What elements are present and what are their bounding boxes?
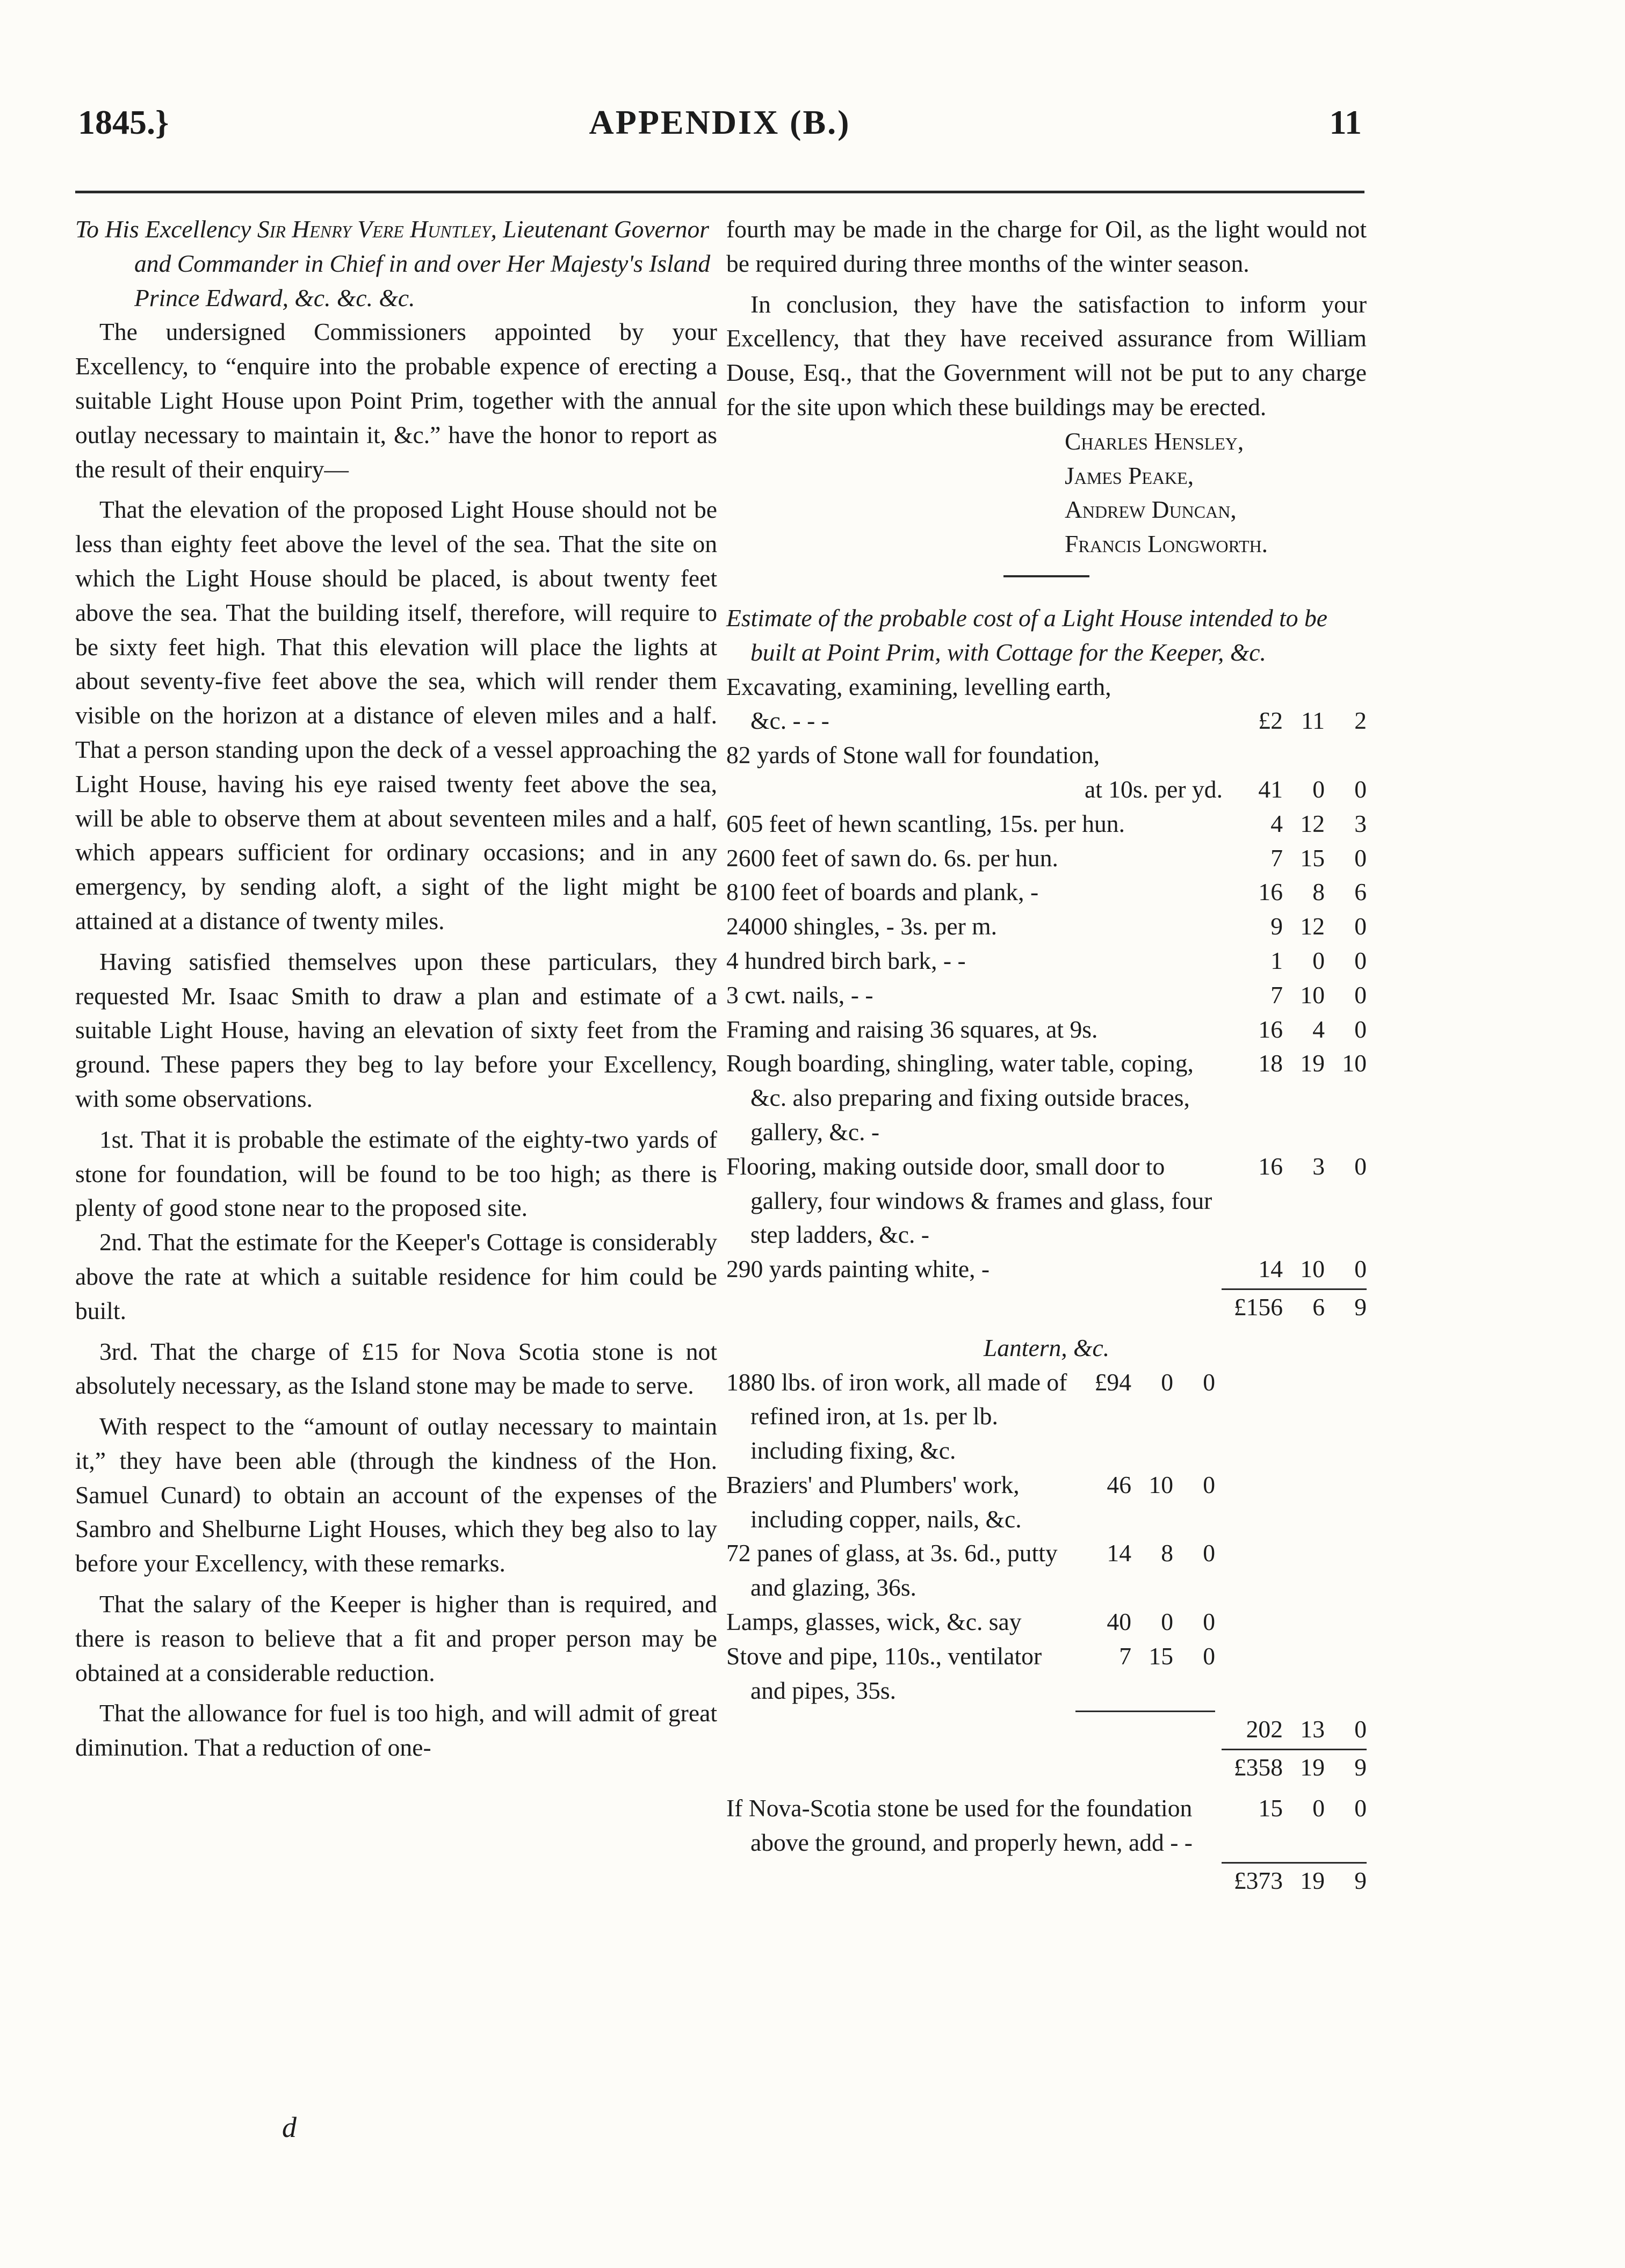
address-name: Sir Henry Vere Huntley,	[257, 215, 497, 243]
paragraph: In conclusion, they have the satisfaction to inform your Excellency, that they have received assurance from William Douse, Esq., that the Government will not be put to any charge for the site upon which these buildings may be erected.	[726, 290, 1367, 421]
amount-shillings: 19	[1300, 1049, 1325, 1077]
signatory: Andrew Duncan,	[1065, 496, 1237, 524]
combined-total-row	[726, 1750, 1367, 1785]
subtotal-row	[726, 1290, 1367, 1324]
lantern-total-shillings: 13	[1300, 1715, 1325, 1743]
estimate-row	[726, 704, 1367, 738]
amount-pence: 0	[1354, 1794, 1367, 1822]
amount-pounds: 16	[1258, 1015, 1283, 1043]
amount-pence: 0	[1354, 1015, 1367, 1043]
signatories	[1065, 424, 1367, 561]
amount-pence: 3	[1354, 809, 1367, 837]
estimate-row	[726, 1149, 1367, 1252]
item-desc: 82 yards of Stone wall for foundation,	[726, 741, 1100, 769]
amount-pounds: 14	[1258, 1255, 1283, 1283]
subtotal-pounds: £156	[1233, 1293, 1283, 1321]
amount-shillings: 0	[1312, 775, 1325, 803]
amount-pence: 0	[1354, 912, 1367, 940]
page-number: 11	[1329, 103, 1362, 141]
estimate-row	[726, 909, 1367, 944]
item-desc: 72 panes of glass, at 3s. 6d., putty and glazing, 36s.	[726, 1539, 1058, 1602]
amount-pounds: 7	[1270, 844, 1283, 872]
paragraph: That the allowance for fuel is too high, and will admit of great diminution. That a reduction of one-	[75, 1699, 717, 1762]
amount-shillings: 0	[1312, 946, 1325, 974]
amount-shillings: 0	[1161, 1368, 1173, 1396]
amount-pence: 10	[1342, 1049, 1367, 1077]
signatory: Charles Hensley,	[1065, 427, 1244, 455]
amount-pounds: 18	[1258, 1049, 1283, 1077]
item-desc: Rough boarding, shingling, water table, coping, &c. also preparing and fixing outside braces, gallery, &c. -	[726, 1049, 1194, 1146]
estimate-row	[726, 944, 1367, 978]
estimate-row	[726, 1012, 1367, 1047]
item-desc: 8100 feet of boards and plank, -	[726, 878, 1039, 906]
combined-total-pence: 9	[1354, 1753, 1367, 1781]
amount-pence: 0	[1354, 981, 1367, 1009]
paragraph: That the salary of the Keeper is higher than is required, and there is reason to believe that a fit and proper person may be obtained at a considerable reduction.	[75, 1590, 717, 1686]
amount-shillings: 0	[1161, 1608, 1173, 1636]
amount-pence: 6	[1354, 878, 1367, 906]
lantern-row	[726, 1536, 1367, 1605]
item-desc: Excavating, examining, levelling earth,	[726, 672, 1111, 700]
amount-shillings: 4	[1312, 1015, 1325, 1043]
amount-pence: 0	[1354, 946, 1367, 974]
item-desc-cont: at 10s. per yd.	[1084, 775, 1223, 803]
paragraph: 3rd. That the charge of £15 for Nova Scotia stone is not absolutely necessary, as the Island stone may be made to serve.	[75, 1337, 717, 1400]
item-desc: 2600 feet of sawn do. 6s. per hun.	[726, 844, 1058, 872]
combined-total-shillings: 19	[1300, 1753, 1325, 1781]
item-desc: Framing and raising 36 squares, at 9s.	[726, 1015, 1098, 1043]
address-prefix: To His Excellency	[75, 215, 257, 243]
paragraph: Having satisfied themselves upon these particulars, they requested Mr. Isaac Smith to draw a plan and estimate of a suitable Light House, having an elevation of sixty feet from the ground. These papers they beg to lay before your Excellency, with some observations.	[75, 947, 717, 1112]
amount-pounds: 7	[1119, 1642, 1131, 1670]
amount-pence: 0	[1203, 1368, 1215, 1396]
right-column	[726, 212, 1367, 1897]
item-desc: Braziers' and Plumbers' work, including copper, nails, &c.	[726, 1470, 1022, 1533]
amount-shillings: 3	[1312, 1152, 1325, 1180]
address-block	[75, 212, 717, 315]
estimate-row	[726, 875, 1367, 909]
running-header	[78, 96, 1362, 155]
paragraph: 2nd. That the estimate for the Keeper's Cottage is considerably above the rate at which a suitable residence for him could be built.	[75, 1228, 717, 1324]
lantern-title: Lantern, &c.	[983, 1334, 1110, 1361]
amount-shillings: 10	[1300, 1255, 1325, 1283]
lantern-total-row	[726, 1712, 1367, 1747]
grand-total-pence: 9	[1354, 1866, 1367, 1894]
lantern-total-pounds: 202	[1246, 1715, 1283, 1743]
address-rest: Lieutenant Governor and Commander in Chief in and over Her Majesty's Island Prince Edward, &c. &c. &c.	[134, 215, 711, 311]
item-desc: Lamps, glasses, wick, &c. say	[726, 1608, 1022, 1636]
amount-pounds: 41	[1258, 775, 1283, 803]
estimate-row	[726, 772, 1367, 807]
subtotal-shillings: 6	[1312, 1293, 1325, 1321]
estimate-table	[726, 670, 1367, 1898]
amount-pence: 0	[1203, 1642, 1215, 1670]
amount-shillings: 12	[1300, 912, 1325, 940]
lantern-row	[726, 1639, 1367, 1708]
left-column	[75, 212, 717, 1765]
item-desc: 24000 shingles, - 3s. per m.	[726, 912, 998, 940]
amount-shillings: 11	[1301, 707, 1325, 735]
grand-total-pounds: £373	[1233, 1866, 1283, 1894]
amount-shillings: 15	[1300, 844, 1325, 872]
signature-mark: d	[282, 2111, 297, 2143]
header-rule	[75, 191, 1364, 193]
item-desc: Flooring, making outside door, small door to gallery, four windows & frames and glass, four step ladders, &c. -	[726, 1152, 1212, 1249]
amount-shillings: 15	[1149, 1642, 1173, 1670]
amount-shillings: 10	[1149, 1470, 1173, 1498]
amount-pounds: 15	[1258, 1794, 1283, 1822]
header-year: 1845.}	[78, 103, 169, 141]
amount-pounds: 4	[1270, 809, 1283, 837]
estimate-title: Estimate of the probable cost of a Light House intended to be built at Point Prim, with Cottage for the Keeper, &c.	[726, 604, 1328, 666]
estimate-row	[726, 978, 1367, 1012]
estimate-row	[726, 807, 1367, 841]
paragraph: With respect to the “amount of outlay necessary to maintain it,” they have been able (through the kindness of the Hon. Samuel Cunard) to obtain an account of the expenses of the Sambro and Shelburne Light Houses, which they beg also to lay before your Excellency, with these remarks.	[75, 1412, 717, 1577]
section-divider	[1003, 575, 1089, 577]
lantern-total-pence: 0	[1354, 1715, 1367, 1743]
header-title: APPENDIX (B.)	[589, 103, 851, 141]
item-desc: Stove and pipe, 110s., ventilator and pipes, 35s.	[726, 1642, 1042, 1704]
paragraph: That the elevation of the proposed Light House should not be less than eighty feet above the level of the sea. That the site on which the Light House should be placed, is about twenty feet above the sea. That the building itself, therefore, will require to be sixty feet high. That this elevation will place the lights at about seventy-five feet above the sea, which will render them visible on the horizon at a distance of eleven miles and a half. That a person standing upon the deck of a vessel approaching the Light House, having his eye raised twenty feet above the sea, will be able to observe them at about seventeen miles and a half, which appears sufficient for ordinary occasions; and in any emergency, by sending aloft, a sight of the light might be attained at a distance of twenty miles.	[75, 496, 717, 934]
item-desc: If Nova-Scotia stone be used for the foundation above the ground, and properly hewn, add - -	[726, 1794, 1193, 1856]
amount-pence: 0	[1354, 775, 1367, 803]
grand-total-shillings: 19	[1300, 1866, 1325, 1894]
amount-shillings: 10	[1300, 981, 1325, 1009]
combined-total-pounds: £358	[1233, 1753, 1283, 1781]
item-desc: 3 cwt. nails, - -	[726, 981, 873, 1009]
amount-pounds: £94	[1094, 1368, 1131, 1396]
amount-pence: 2	[1354, 707, 1367, 735]
amount-pence: 0	[1354, 844, 1367, 872]
estimate-row	[726, 738, 1367, 772]
paragraph: fourth may be made in the charge for Oil, as the light would not be required during three months of the winter season.	[726, 215, 1367, 277]
amount-shillings: 8	[1312, 878, 1325, 906]
grand-total-row	[726, 1864, 1367, 1898]
amount-pence: 0	[1203, 1608, 1215, 1636]
amount-shillings: 0	[1312, 1794, 1325, 1822]
nova-scotia-row	[726, 1791, 1367, 1860]
amount-pounds: 9	[1270, 912, 1283, 940]
item-desc: 605 feet of hewn scantling, 15s. per hun.	[726, 809, 1125, 837]
amount-shillings: 8	[1161, 1539, 1173, 1567]
amount-pence: 0	[1354, 1152, 1367, 1180]
signatory: James Peake,	[1065, 461, 1194, 489]
amount-pounds: £2	[1258, 707, 1283, 735]
item-desc-cont: &c. - - -	[750, 707, 829, 735]
amount-pounds: 16	[1258, 1152, 1283, 1180]
amount-pounds: 40	[1107, 1608, 1131, 1636]
amount-pence: 0	[1354, 1255, 1367, 1283]
amount-pence: 0	[1203, 1470, 1215, 1498]
amount-shillings: 12	[1300, 809, 1325, 837]
estimate-row	[726, 841, 1367, 875]
amount-pounds: 1	[1270, 946, 1283, 974]
lantern-row	[726, 1365, 1367, 1468]
lantern-row	[726, 1605, 1367, 1639]
amount-pounds: 14	[1107, 1539, 1131, 1567]
paragraph: The undersigned Commissioners appointed by your Excellency, to “enquire into the probable expence of erecting a suitable Light House upon Point Prim, together with the annual outlay necessary to maintain it, &c.” have the honor to report as the result of their enquiry—	[75, 318, 717, 483]
amount-pounds: 46	[1107, 1470, 1131, 1498]
signatory: Francis Longworth.	[1065, 530, 1268, 558]
item-desc: 4 hundred birch bark, - -	[726, 946, 966, 974]
subtotal-pence: 9	[1354, 1293, 1367, 1321]
item-desc: 1880 lbs. of iron work, all made of refined iron, at 1s. per lb. including fixing, &c.	[726, 1368, 1067, 1465]
paragraph: 1st. That it is probable the estimate of the eighty-two yards of stone for foundation, will be found to be too high; as there is plenty of good stone near to the proposed site.	[75, 1125, 717, 1222]
estimate-row	[726, 1252, 1367, 1286]
amount-pounds: 7	[1270, 981, 1283, 1009]
lantern-row	[726, 1468, 1367, 1537]
item-desc: 290 yards painting white, -	[726, 1255, 990, 1283]
estimate-row	[726, 1046, 1367, 1149]
amount-pounds: 16	[1258, 878, 1283, 906]
estimate-row	[726, 670, 1367, 704]
amount-pence: 0	[1203, 1539, 1215, 1567]
